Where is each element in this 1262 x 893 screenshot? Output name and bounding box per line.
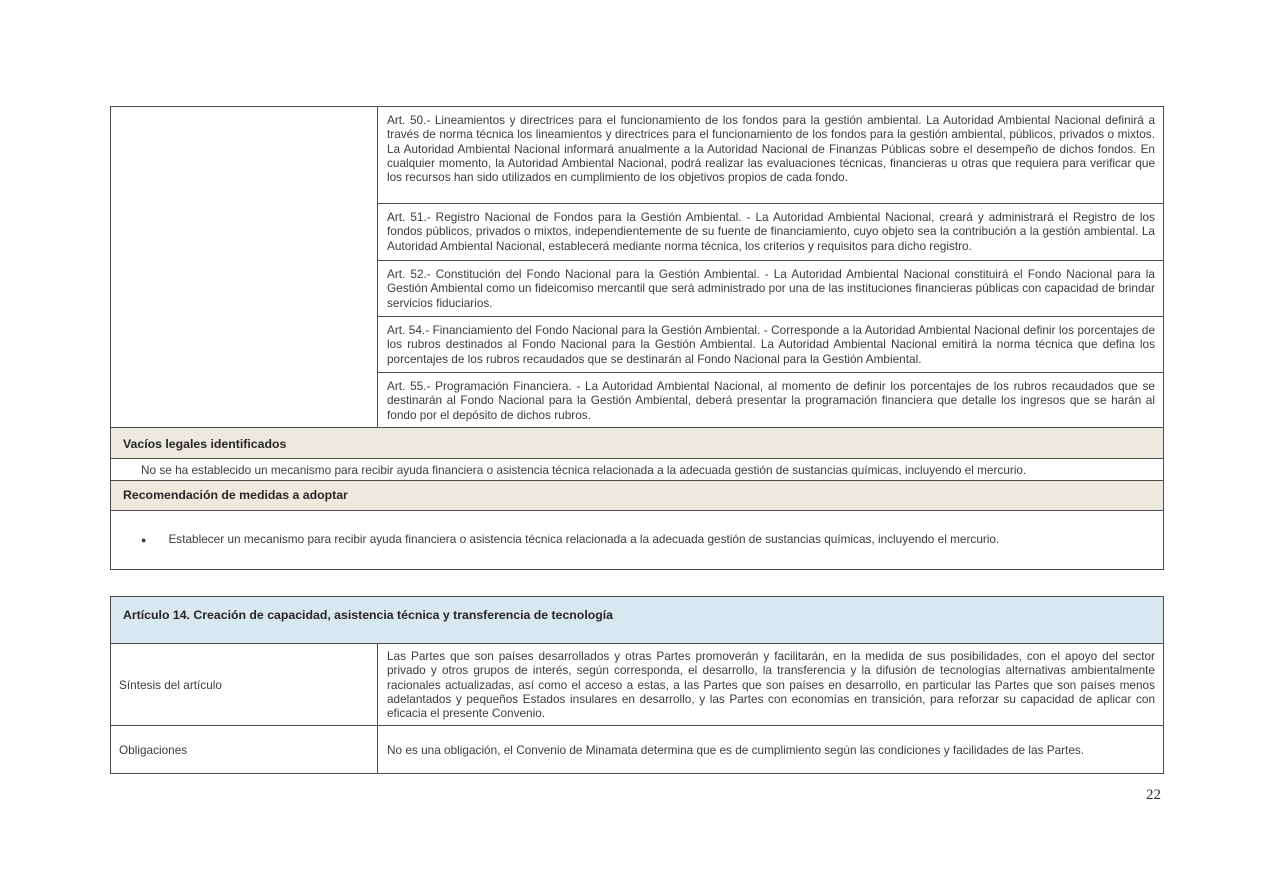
articles-empty-left-cell xyxy=(111,107,378,427)
recommendation-header: Recomendación de medidas a adoptar xyxy=(111,481,1163,510)
synthesis-text-cell xyxy=(378,644,1163,725)
article-54-text: Art. 54.- Financiamiento del Fondo Nacional para la Gestión Ambiental. - Corresponde a la Autoridad Ambiental Nacional definir los porcentajes de los rubros destinados al Fondo Nacional para la Gestión Ambiental. La Autoridad Ambiental Nacional emitirá la norma técnica que defina los porcentajes de los rubros recaudados que se destinarán al Fondo Nacional para la Gestión Ambiental. xyxy=(387,323,1155,366)
article-51-text: Art. 51.- Registro Nacional de Fondos para la Gestión Ambiental. - La Autoridad Ambiental Nacional, creará y administrará el Registro de los fondos públicos, privados o mixtos, independientemente de su fuente de financiamiento, cuyo objeto sea la contribución a la gestión ambiental. La Autoridad Ambiental Nacional, establecerá mediante norma técnica, los criterios y requisitos para dicho registro. xyxy=(387,210,1155,253)
article-50-text: Art. 50.- Lineamientos y directrices para el funcionamiento de los fondos para la gestión ambiental. La Autoridad Ambiental Nacional definirá a través de norma técnica los lineamientos y directrices para el funcionamiento de los fondos para la gestión ambiental, públicos, privados o mixtos. La Autoridad Ambiental Nacional informará anualmente a la Autoridad Nacional de Finanzas Públicas sobre el desempeño de dichos fondos. En cualquier momento, la Autoridad Ambiental Nacional, podrá realizar las evaluaciones técnicas, financieras u otras que requiera para verificar que los recursos han sido utilizados en cumplimiento de los objetivos propios de cada fondo. xyxy=(387,113,1155,185)
article-55-text: Art. 55.- Programación Financiera. - La Autoridad Ambiental Nacional, al momento de definir los porcentajes de los rubros recaudados que se destinarán al Fondo Nacional para la Gestión Ambiental, deberá presentar la programación financiera que detalle los ingresos que se harán al fondo por el depósito de dichos rubros. xyxy=(387,379,1155,422)
obligations-label: Obligaciones xyxy=(119,742,188,757)
article-54-cell xyxy=(378,317,1163,373)
legal-gaps-row xyxy=(111,459,1163,481)
legal-gaps-header: Vacíos legales identificados xyxy=(111,428,1163,459)
legal-framework-table xyxy=(110,106,1164,570)
article-50-cell xyxy=(378,107,1163,204)
obligations-label-cell xyxy=(111,726,378,773)
synthesis-label: Síntesis del artículo xyxy=(119,677,222,692)
article-51-cell xyxy=(378,204,1163,261)
page-number: 22 xyxy=(1146,787,1161,803)
synthesis-text: Las Partes que son países desarrollados y otras Partes promoverán y facilitarán, en la medida de sus posibilidades, con el apoyo del sector privado y otros grupos de interés, según corresponda, el desarrollo, la transferencia y la difusión de tecnologías alternativas ambientalmente racionales actualizadas, así como el acceso a estas, a las Partes que son países en desarrollo, en particular las Partes que son países menos adelantados y pequeños Estados insulares en desarrollo, y las Partes con economías en transición, para reforzar su capacidad de aplicar con eficacia el presente Convenio. xyxy=(387,649,1155,721)
legal-gaps-text: No se ha establecido un mecanismo para recibir ayuda financiera o asistencia técnica relacionada a la adecuada gestión de sustancias químicas, incluyendo el mercurio. xyxy=(141,462,1027,477)
articles-column xyxy=(378,107,1163,427)
obligations-row xyxy=(111,726,1163,773)
article-52-text: Art. 52.- Constitución del Fondo Nacional para la Gestión Ambiental. - La Autoridad Ambiental Nacional constituirá el Fondo Nacional para la Gestión Ambiental como un fideicomiso mercantil que será administrado por una de las instituciones financieras públicas con capacidad de brindar servicios fiduciarios. xyxy=(387,267,1155,310)
bullet-icon: ● xyxy=(141,534,147,545)
recommendation-bullet-text: Establecer un mecanismo para recibir ayuda financiera o asistencia técnica relacionada a la adecuada gestión de sustancias químicas, incluyendo el mercurio. xyxy=(168,532,1000,547)
article-55-cell xyxy=(378,373,1163,427)
article-52-cell xyxy=(378,261,1163,317)
synthesis-row xyxy=(111,644,1163,726)
synthesis-label-cell xyxy=(111,644,378,725)
obligations-text: No es una obligación, el Convenio de Minamata determina que es de cumplimiento según las condiciones y facilidades de las Partes. xyxy=(387,742,1085,757)
article-14-title: Artículo 14. Creación de capacidad, asistencia técnica y transferencia de tecnología xyxy=(111,597,1163,644)
recommendation-bullet-row xyxy=(111,511,1163,569)
obligations-text-cell xyxy=(378,726,1163,773)
articles-block xyxy=(111,107,1163,428)
article-14-table xyxy=(110,596,1164,774)
